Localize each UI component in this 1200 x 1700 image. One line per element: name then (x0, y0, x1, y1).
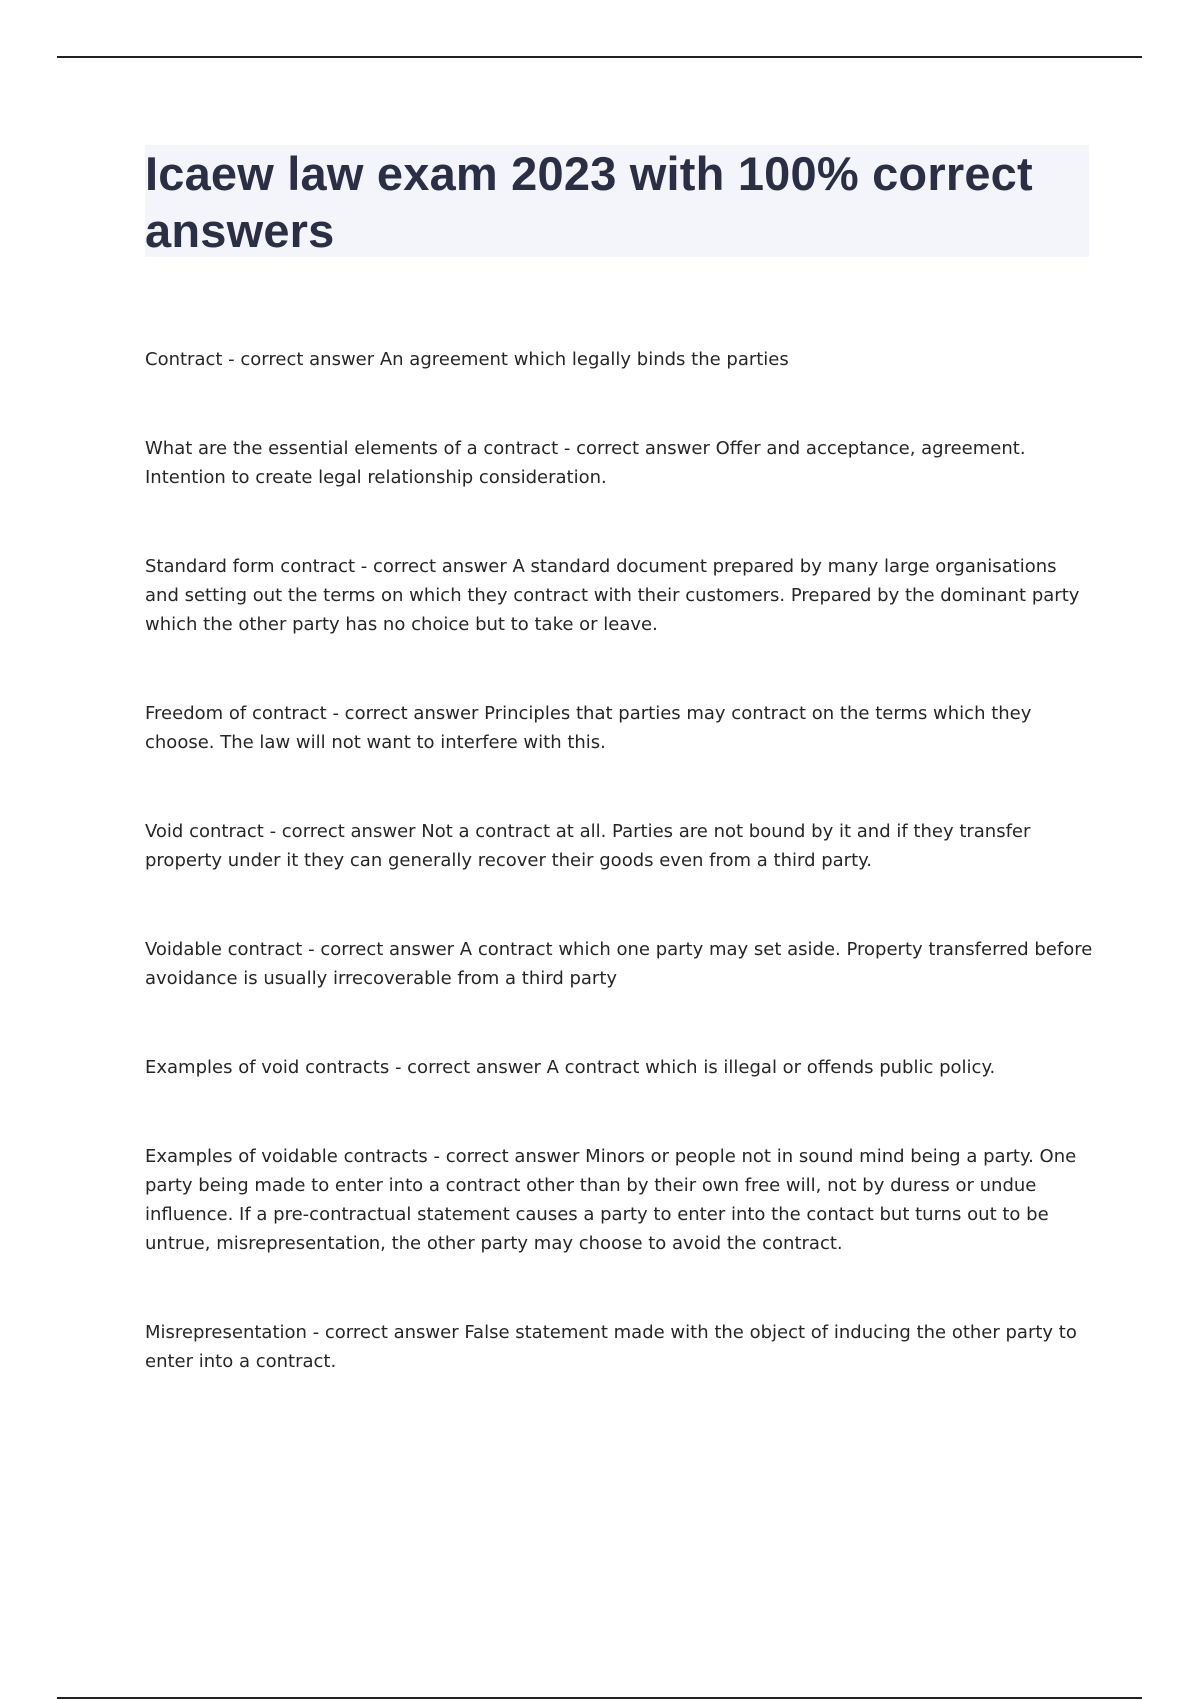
qa-term: Voidable contract (145, 939, 303, 960)
qa-separator: - correct answer (306, 1322, 465, 1343)
qa-answer: A contract which is illegal or offends public policy. (546, 1057, 996, 1078)
qa-answer: False statement made with the object of inducing the other party to enter into a contract. (145, 1322, 1077, 1372)
qa-term: Void contract (145, 821, 264, 842)
qa-answer: A contract which one party may set aside. Property transferred before avoidance is usually irrecoverable from a third party (145, 939, 1093, 989)
qa-item-misrepresentation (145, 1318, 1095, 1376)
qa-answer: Principles that parties may contract on the terms which they choose. The law will not want to interfere with this. (145, 703, 1032, 753)
qa-answer: A standard document prepared by many large organisations and setting out the terms on which they contract with their customers. Prepared by the dominant party which the other party has no choice but to take or leave. (145, 556, 1080, 635)
qa-answer: Minors or people not in sound mind being a party. One party being made to enter into a contract other than by their own free will, not by duress or undue influence. If a pre-contractual statement causes a party to enter into the contact but turns out to be untrue, misrepresentation, the other party may choose to avoid the contract. (145, 1146, 1077, 1254)
bottom-rule (57, 1697, 1142, 1699)
qa-item-examples-voidable (145, 1142, 1095, 1258)
qa-answer: Not a contract at all. Parties are not bound by it and if they transfer property under it they can generally recover their goods even from a third party. (145, 821, 1031, 871)
qa-list (145, 345, 1095, 1376)
document-title: Icaew law exam 2023 with 100% correct answers (145, 147, 1033, 257)
qa-separator: - correct answer (302, 939, 460, 960)
qa-item-examples-void (145, 1053, 1095, 1082)
qa-separator: - correct answer (326, 703, 485, 724)
qa-term: Examples of void contracts (145, 1057, 390, 1078)
qa-item-freedom-of-contract (145, 699, 1095, 757)
qa-term: Freedom of contract (145, 703, 327, 724)
qa-term: Misrepresentation (145, 1322, 307, 1343)
qa-answer: Offer and acceptance, agreement. Intention to create legal relationship consideration. (145, 438, 1026, 488)
qa-item-void-contract (145, 817, 1095, 875)
qa-separator: - correct answer (389, 1057, 547, 1078)
qa-separator: - correct answer (558, 438, 716, 459)
qa-separator: - correct answer (263, 821, 422, 842)
qa-item-contract (145, 345, 1095, 374)
qa-separator: - correct answer (355, 556, 513, 577)
qa-item-standard-form-contract (145, 552, 1095, 639)
qa-term: Examples of voidable contracts (145, 1146, 428, 1167)
qa-item-voidable-contract (145, 935, 1095, 993)
qa-term: What are the essential elements of a contract (145, 438, 559, 459)
qa-term: Standard form contract (145, 556, 356, 577)
qa-item-essential-elements (145, 434, 1095, 492)
qa-answer: An agreement which legally binds the parties (379, 349, 789, 370)
top-rule (57, 56, 1142, 58)
qa-separator: - correct answer (222, 349, 380, 370)
qa-term: Contract (145, 349, 223, 370)
qa-separator: - correct answer (427, 1146, 586, 1167)
